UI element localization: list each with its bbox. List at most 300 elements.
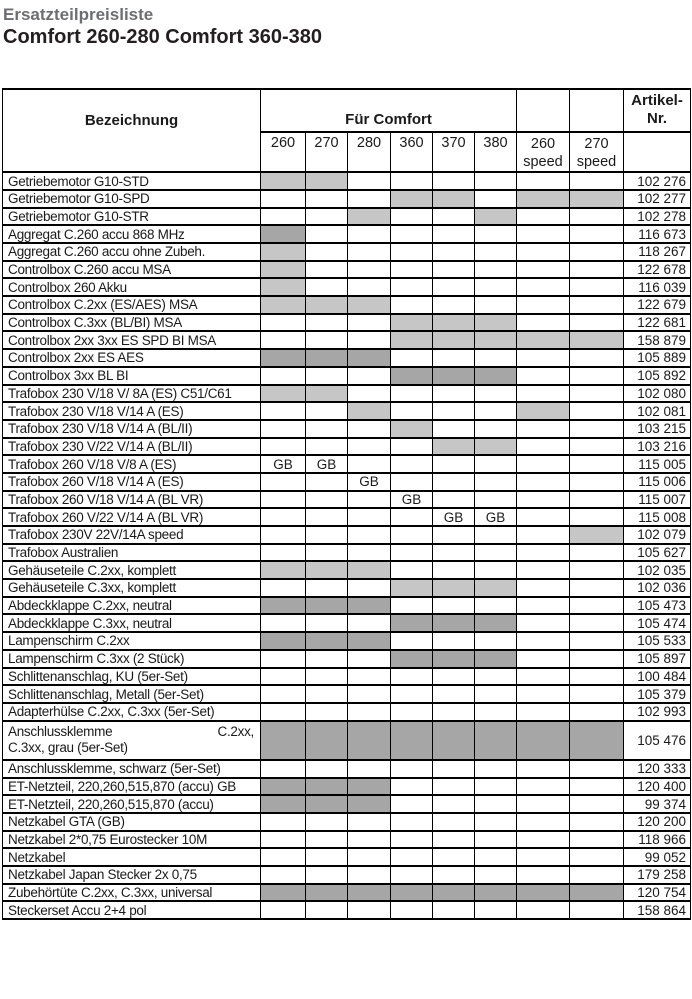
availability-cell xyxy=(475,668,517,686)
artikel-nr-cell: 103 216 xyxy=(624,438,691,456)
availability-cell xyxy=(517,721,570,760)
availability-cell xyxy=(517,703,570,721)
availability-cell xyxy=(517,349,570,367)
column-header-370: 370 xyxy=(433,132,475,172)
table-row xyxy=(3,760,691,778)
availability-cell xyxy=(306,367,348,385)
availability-cell xyxy=(433,544,475,562)
availability-cell xyxy=(261,561,306,579)
availability-cell xyxy=(570,473,624,491)
artikel-nr-cell: 115 007 xyxy=(624,491,691,509)
availability-cell xyxy=(475,795,517,813)
part-name-cell: Trafobox 230V 22V/14A speed xyxy=(3,526,261,544)
availability-cell xyxy=(517,561,570,579)
availability-cell xyxy=(348,614,391,632)
availability-cell xyxy=(570,491,624,509)
table-row xyxy=(3,721,691,760)
part-name-cell: Netzkabel xyxy=(3,848,261,866)
part-name-cell: Trafobox 260 V/18 V/8 A (ES) xyxy=(3,455,261,473)
availability-cell xyxy=(348,813,391,831)
availability-cell xyxy=(475,778,517,796)
table-row xyxy=(3,261,691,279)
availability-cell xyxy=(348,561,391,579)
part-name-cell: Trafobox Australien xyxy=(3,544,261,562)
availability-cell xyxy=(517,508,570,526)
availability-cell xyxy=(391,760,433,778)
availability-cell xyxy=(348,668,391,686)
availability-cell xyxy=(475,296,517,314)
availability-cell xyxy=(306,385,348,403)
availability-cell xyxy=(391,901,433,919)
column-header-artikel-nr xyxy=(624,89,691,132)
availability-cell xyxy=(348,349,391,367)
availability-cell xyxy=(306,438,348,456)
availability-cell xyxy=(391,778,433,796)
availability-cell xyxy=(475,349,517,367)
availability-cell xyxy=(570,901,624,919)
availability-cell xyxy=(348,632,391,650)
availability-cell xyxy=(261,778,306,796)
availability-cell xyxy=(433,721,475,760)
availability-cell xyxy=(261,685,306,703)
availability-cell xyxy=(261,795,306,813)
availability-cell xyxy=(391,703,433,721)
availability-cell xyxy=(475,261,517,279)
availability-cell xyxy=(306,243,348,261)
availability-cell: GB xyxy=(348,473,391,491)
availability-cell xyxy=(570,243,624,261)
availability-cell xyxy=(261,402,306,420)
table-row xyxy=(3,225,691,243)
availability-cell xyxy=(570,278,624,296)
part-name-cell: Controlbox 260 Akku xyxy=(3,278,261,296)
availability-cell xyxy=(433,331,475,349)
table-row xyxy=(3,314,691,332)
availability-cell xyxy=(306,685,348,703)
part-name-cell: Lampenschirm C.3xx (2 Stück) xyxy=(3,650,261,668)
artikel-nr-cell: 105 897 xyxy=(624,650,691,668)
availability-cell xyxy=(391,561,433,579)
table-row xyxy=(3,884,691,902)
availability-cell xyxy=(306,703,348,721)
availability-cell xyxy=(261,884,306,902)
availability-cell xyxy=(570,508,624,526)
availability-cell xyxy=(475,473,517,491)
availability-cell xyxy=(570,526,624,544)
artikel-nr-cell: 122 678 xyxy=(624,261,691,279)
column-header-270-speed: 270 speed xyxy=(570,132,624,172)
availability-cell xyxy=(570,261,624,279)
availability-cell xyxy=(433,385,475,403)
availability-cell xyxy=(433,866,475,884)
availability-cell xyxy=(348,331,391,349)
availability-cell xyxy=(261,243,306,261)
availability-cell xyxy=(261,420,306,438)
availability-cell xyxy=(348,650,391,668)
availability-cell xyxy=(348,526,391,544)
availability-cell xyxy=(348,685,391,703)
availability-cell: GB xyxy=(306,455,348,473)
availability-cell xyxy=(475,760,517,778)
availability-cell xyxy=(517,296,570,314)
availability-cell xyxy=(348,544,391,562)
availability-cell xyxy=(475,402,517,420)
availability-cell xyxy=(261,703,306,721)
part-name-cell: Controlbox 3xx BL BI xyxy=(3,367,261,385)
spare-parts-table xyxy=(2,88,691,920)
availability-cell xyxy=(433,455,475,473)
availability-cell xyxy=(517,668,570,686)
availability-cell xyxy=(475,420,517,438)
availability-cell xyxy=(433,349,475,367)
table-row xyxy=(3,331,691,349)
table-row xyxy=(3,848,691,866)
availability-cell xyxy=(433,225,475,243)
availability-cell xyxy=(475,813,517,831)
artikel-nr-cell: 102 278 xyxy=(624,208,691,226)
availability-cell xyxy=(517,632,570,650)
artikel-nr-cell: 118 966 xyxy=(624,831,691,849)
availability-cell xyxy=(348,703,391,721)
availability-cell xyxy=(570,597,624,615)
artikel-nr-cell: 103 215 xyxy=(624,420,691,438)
availability-cell xyxy=(570,208,624,226)
availability-cell xyxy=(391,668,433,686)
table-row xyxy=(3,296,691,314)
availability-cell xyxy=(261,508,306,526)
availability-cell xyxy=(517,455,570,473)
table-row xyxy=(3,866,691,884)
availability-cell xyxy=(475,831,517,849)
availability-cell xyxy=(391,278,433,296)
availability-cell xyxy=(433,367,475,385)
artikel-nr-cell: 120 200 xyxy=(624,813,691,831)
availability-cell xyxy=(517,314,570,332)
availability-cell xyxy=(391,314,433,332)
artikel-nr-cell: 118 267 xyxy=(624,243,691,261)
availability-cell xyxy=(348,261,391,279)
table-row xyxy=(3,508,691,526)
availability-cell xyxy=(348,795,391,813)
artikel-nr-cell: 105 379 xyxy=(624,685,691,703)
part-name-cell: Gehäuseteile C.2xx, komplett xyxy=(3,561,261,579)
availability-cell xyxy=(570,778,624,796)
availability-cell xyxy=(261,848,306,866)
availability-cell xyxy=(475,243,517,261)
table-row xyxy=(3,614,691,632)
availability-cell xyxy=(348,190,391,208)
availability-cell xyxy=(475,685,517,703)
availability-cell xyxy=(348,314,391,332)
availability-cell xyxy=(391,438,433,456)
availability-cell xyxy=(306,721,348,760)
availability-cell xyxy=(570,331,624,349)
availability-cell xyxy=(475,848,517,866)
table-row xyxy=(3,632,691,650)
availability-cell xyxy=(306,579,348,597)
table-row xyxy=(3,455,691,473)
artikel-nr-cell: 179 258 xyxy=(624,866,691,884)
artikel-nr-cell: 102 277 xyxy=(624,190,691,208)
availability-cell xyxy=(433,778,475,796)
table-row xyxy=(3,703,691,721)
column-header-artikel-nr-lower xyxy=(624,132,691,172)
availability-cell xyxy=(306,349,348,367)
availability-cell xyxy=(261,668,306,686)
part-name-cell: Gehäuseteile C.3xx, komplett xyxy=(3,579,261,597)
availability-cell xyxy=(517,831,570,849)
availability-cell xyxy=(348,208,391,226)
availability-cell xyxy=(570,225,624,243)
table-row xyxy=(3,420,691,438)
availability-cell xyxy=(433,314,475,332)
table-row xyxy=(3,278,691,296)
availability-cell xyxy=(475,544,517,562)
artikel-nr-cell: 105 892 xyxy=(624,367,691,385)
availability-cell xyxy=(433,650,475,668)
part-name-cell: Lampenschirm C.2xx xyxy=(3,632,261,650)
availability-cell xyxy=(475,721,517,760)
availability-cell xyxy=(433,526,475,544)
availability-cell xyxy=(570,848,624,866)
part-name-cell: ET-Netzteil, 220,260,515,870 (accu) xyxy=(3,795,261,813)
availability-cell xyxy=(391,420,433,438)
availability-cell xyxy=(517,544,570,562)
availability-cell xyxy=(306,668,348,686)
availability-cell xyxy=(306,544,348,562)
availability-cell xyxy=(261,314,306,332)
availability-cell xyxy=(306,225,348,243)
availability-cell xyxy=(391,331,433,349)
availability-cell xyxy=(348,866,391,884)
artikel-nr-cell: 115 005 xyxy=(624,455,691,473)
availability-cell xyxy=(433,261,475,279)
part-name-cell: Anschlussklemme, schwarz (5er-Set) xyxy=(3,760,261,778)
availability-cell xyxy=(391,650,433,668)
availability-cell xyxy=(261,331,306,349)
availability-cell xyxy=(391,296,433,314)
availability-cell xyxy=(475,172,517,190)
availability-cell xyxy=(475,614,517,632)
availability-cell xyxy=(517,278,570,296)
part-name-cell: Anschlussklemme C.2xx, C.3xx, grau (5er-Set) xyxy=(3,721,261,760)
availability-cell xyxy=(348,884,391,902)
table-row xyxy=(3,597,691,615)
availability-cell xyxy=(306,190,348,208)
availability-cell xyxy=(261,278,306,296)
availability-cell xyxy=(475,526,517,544)
availability-cell xyxy=(391,848,433,866)
availability-cell xyxy=(348,225,391,243)
availability-cell xyxy=(517,402,570,420)
artikel-nr-cell: 158 864 xyxy=(624,901,691,919)
availability-cell xyxy=(261,614,306,632)
table-row xyxy=(3,402,691,420)
availability-cell xyxy=(348,848,391,866)
artikel-nr-cell: 99 374 xyxy=(624,795,691,813)
availability-cell xyxy=(433,420,475,438)
availability-cell xyxy=(348,579,391,597)
availability-cell xyxy=(261,866,306,884)
availability-cell xyxy=(261,385,306,403)
availability-cell xyxy=(570,402,624,420)
availability-cell xyxy=(517,685,570,703)
availability-cell xyxy=(261,208,306,226)
availability-cell xyxy=(391,473,433,491)
availability-cell xyxy=(261,901,306,919)
availability-cell xyxy=(475,491,517,509)
availability-cell xyxy=(570,385,624,403)
availability-cell xyxy=(517,813,570,831)
availability-cell xyxy=(433,632,475,650)
part-name-cell: Adapterhülse C.2xx, C.3xx (5er-Set) xyxy=(3,703,261,721)
part-name-cell: Trafobox 260 V/22 V/14 A (BL VR) xyxy=(3,508,261,526)
availability-cell xyxy=(261,760,306,778)
availability-cell xyxy=(475,367,517,385)
part-name-cell: Controlbox C.260 accu MSA xyxy=(3,261,261,279)
artikel-nr-cell: 122 681 xyxy=(624,314,691,332)
availability-cell xyxy=(261,261,306,279)
availability-cell xyxy=(261,296,306,314)
availability-cell xyxy=(348,721,391,760)
part-name-cell: Trafobox 230 V/18 V/14 A (ES) xyxy=(3,402,261,420)
availability-cell xyxy=(306,420,348,438)
availability-cell xyxy=(433,491,475,509)
availability-cell xyxy=(261,349,306,367)
availability-cell xyxy=(570,760,624,778)
availability-cell xyxy=(348,420,391,438)
availability-cell xyxy=(517,579,570,597)
availability-cell xyxy=(433,438,475,456)
availability-cell xyxy=(433,848,475,866)
availability-cell xyxy=(570,721,624,760)
header-row-groups xyxy=(3,89,691,132)
availability-cell xyxy=(261,491,306,509)
availability-cell xyxy=(261,544,306,562)
artikel-nr-cell: 120 400 xyxy=(624,778,691,796)
table-row xyxy=(3,544,691,562)
availability-cell xyxy=(306,402,348,420)
availability-cell xyxy=(391,866,433,884)
availability-cell xyxy=(570,866,624,884)
availability-cell xyxy=(517,420,570,438)
availability-cell xyxy=(306,508,348,526)
availability-cell xyxy=(261,831,306,849)
part-name-cell: Controlbox C.3xx (BL/BI) MSA xyxy=(3,314,261,332)
availability-cell xyxy=(348,243,391,261)
column-header-260-speed: 260 speed xyxy=(517,132,570,172)
availability-cell xyxy=(306,778,348,796)
availability-cell xyxy=(475,278,517,296)
availability-cell xyxy=(306,831,348,849)
artikel-nr-cell: 99 052 xyxy=(624,848,691,866)
artikel-nr-cell: 105 533 xyxy=(624,632,691,650)
part-name-cell: Trafobox 260 V/18 V/14 A (BL VR) xyxy=(3,491,261,509)
column-header-bezeichnung: Bezeichnung xyxy=(3,89,261,172)
availability-cell xyxy=(306,650,348,668)
table-row xyxy=(3,901,691,919)
page-header xyxy=(0,0,692,50)
artikel-nr-cell: 120 754 xyxy=(624,884,691,902)
availability-cell xyxy=(570,614,624,632)
availability-cell xyxy=(475,385,517,403)
availability-cell xyxy=(570,438,624,456)
availability-cell xyxy=(306,795,348,813)
availability-cell xyxy=(570,455,624,473)
column-header-260: 260 xyxy=(261,132,306,172)
availability-cell xyxy=(570,668,624,686)
table-row xyxy=(3,526,691,544)
availability-cell xyxy=(306,208,348,226)
availability-cell xyxy=(570,703,624,721)
part-name-cell: Trafobox 230 V/18 V/ 8A (ES) C51/C61 xyxy=(3,385,261,403)
table-row xyxy=(3,190,691,208)
availability-cell xyxy=(391,508,433,526)
column-header-270: 270 xyxy=(306,132,348,172)
part-name-cell: Aggregat C.260 accu ohne Zubeh. xyxy=(3,243,261,261)
availability-cell xyxy=(391,614,433,632)
table-row xyxy=(3,561,691,579)
part-name-cell: Steckerset Accu 2+4 pol xyxy=(3,901,261,919)
availability-cell xyxy=(433,685,475,703)
availability-cell xyxy=(517,225,570,243)
artikel-nr-cell: 105 889 xyxy=(624,349,691,367)
availability-cell xyxy=(433,668,475,686)
availability-cell xyxy=(261,721,306,760)
table-body xyxy=(3,172,691,919)
availability-cell xyxy=(517,848,570,866)
availability-cell xyxy=(391,208,433,226)
availability-cell xyxy=(391,261,433,279)
availability-cell xyxy=(306,491,348,509)
availability-cell: GB xyxy=(391,491,433,509)
availability-cell xyxy=(261,172,306,190)
availability-cell xyxy=(348,491,391,509)
availability-cell: GB xyxy=(433,508,475,526)
availability-cell xyxy=(517,385,570,403)
table-row xyxy=(3,685,691,703)
availability-cell xyxy=(306,473,348,491)
availability-cell xyxy=(348,901,391,919)
availability-cell xyxy=(306,901,348,919)
availability-cell xyxy=(348,367,391,385)
availability-cell xyxy=(475,314,517,332)
part-name-cell: Getriebemotor G10-STR xyxy=(3,208,261,226)
availability-cell xyxy=(348,455,391,473)
availability-cell xyxy=(570,831,624,849)
availability-cell xyxy=(570,795,624,813)
artikel-nr-cell: 120 333 xyxy=(624,760,691,778)
availability-cell xyxy=(433,831,475,849)
availability-cell xyxy=(433,579,475,597)
availability-cell xyxy=(348,778,391,796)
availability-cell xyxy=(261,632,306,650)
part-name-cell: ET-Netzteil, 220,260,515,870 (accu) GB xyxy=(3,778,261,796)
availability-cell xyxy=(475,455,517,473)
availability-cell xyxy=(517,901,570,919)
column-header-260speed-upper xyxy=(517,89,570,132)
availability-cell xyxy=(517,243,570,261)
table-row xyxy=(3,813,691,831)
availability-cell xyxy=(475,884,517,902)
availability-cell xyxy=(517,331,570,349)
artikel-nr-line1: Artikel- xyxy=(631,92,683,110)
table-row xyxy=(3,367,691,385)
artikel-nr-cell: 158 879 xyxy=(624,331,691,349)
artikel-nr-cell: 105 474 xyxy=(624,614,691,632)
availability-cell xyxy=(391,225,433,243)
availability-cell xyxy=(306,597,348,615)
